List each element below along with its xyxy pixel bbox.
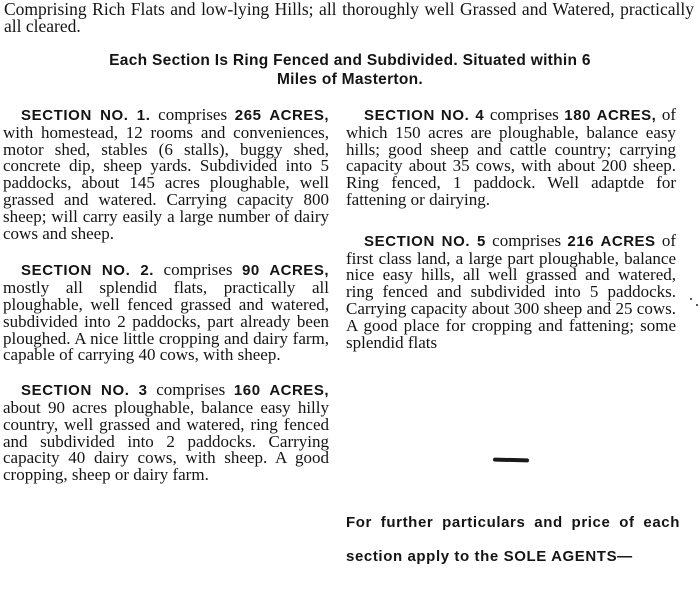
section-5-acres-number: 216	[567, 232, 595, 250]
section-4-body: of which 150 acres are ploughable, balance easy hills; good sheep and cattle country; carrying capacity about 35 cows, with about 200 sheep. Ring fenced, 1 paddock. Well adaptde for fattening or dairying.	[346, 105, 676, 209]
section-2	[3, 262, 329, 364]
section-4-heading: SECTION NO. 4	[364, 107, 485, 124]
dash-divider	[493, 458, 529, 463]
headline	[2, 51, 698, 89]
intro-paragraph: Comprising Rich Flats and low-lying Hills; all thoroughly well Grassed and Watered, practically all cleared.	[4, 0, 694, 36]
section-3	[3, 382, 329, 484]
section-5-acres-label: ACRES	[600, 232, 656, 250]
section-1-lead: comprises	[150, 105, 235, 124]
section-4-acres-number: 180	[564, 107, 592, 124]
section-5-body: of first class land, a large part ploughable, balance nice easy hills, all well grassed and watered, ring fenced and subdivided into 5 paddocks. Carrying capacity about 300 sheep and 25 cows. A good place for cropping and fattening; some splendid flats	[346, 230, 676, 352]
right-column	[346, 107, 676, 351]
section-2-lead: comprises	[154, 260, 242, 280]
section-2-acres-label: ACRES,	[269, 262, 329, 280]
section-3-acres-number: 160	[233, 382, 261, 400]
section-4-lead: comprises	[484, 105, 565, 124]
headline-line-2: Miles of Masterton.	[276, 71, 424, 88]
section-4	[346, 107, 676, 209]
section-3-lead: comprises	[147, 380, 234, 400]
section-1-body: with homestead, 12 rooms and conveniences, motor shed, stables (6 stalls), buggy shed, concrete dip, sheep yards. Subdivided into 5 paddocks, about 145 acres ploughable, well grassed and watered. Carrying capacity 800 sheep; will carry easily a large number of dairy cows and sheep.	[3, 122, 329, 243]
section-4-acres-label: ACRES,	[596, 107, 657, 124]
section-2-heading: SECTION NO. 2.	[21, 262, 155, 280]
section-1-acres-label: ACRES,	[269, 107, 329, 124]
contact-agents-notice: For further particulars and price of each section apply to the SOLE AGENTS—	[346, 514, 680, 565]
section-3-acres-label: ACRES,	[269, 382, 329, 400]
section-1-heading: SECTION NO. 1.	[21, 107, 151, 124]
print-speck	[696, 304, 698, 306]
section-1	[3, 107, 329, 242]
section-5-heading: SECTION NO. 5	[364, 232, 486, 250]
section-5-lead: comprises	[485, 230, 568, 250]
section-2-body: mostly all splendid flats, practically all ploughable, well fenced grassed and watered, subdivided into 2 paddocks, part already been ploughed. A nice little cropping and dairy farm, capable of carrying 40 cows, with sheep.	[3, 278, 329, 365]
left-column	[3, 107, 329, 484]
section-5	[346, 230, 676, 352]
section-3-body: about 90 acres ploughable, balance easy hilly country, well grassed and watered, ring fenced and subdivided into 2 paddocks. Carrying capacity 40 dairy cows, with sheep. A good cropping, sheep or dairy farm.	[3, 397, 329, 485]
section-3-heading: SECTION NO. 3	[21, 382, 148, 400]
section-1-acres-number: 265	[234, 107, 262, 124]
print-speck	[690, 298, 692, 300]
headline-line-1: Each Section Is Ring Fenced and Subdivided. Situated within 6	[109, 52, 591, 69]
section-2-acres-number: 90	[241, 262, 260, 280]
